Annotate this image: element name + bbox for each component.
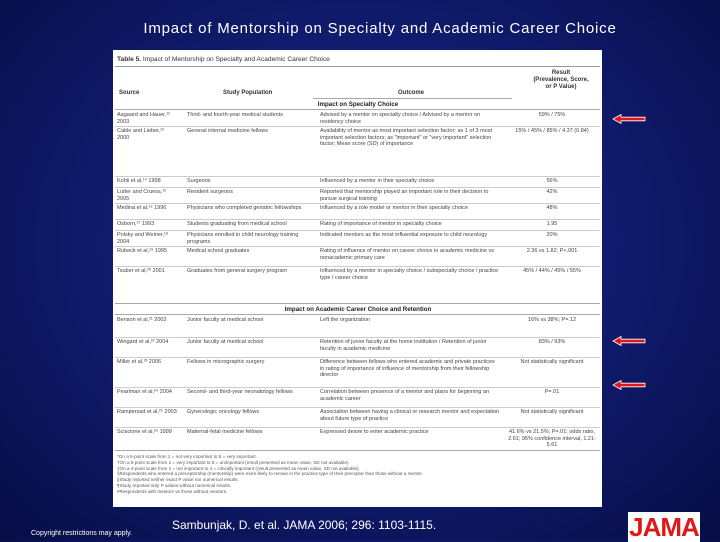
divider: [115, 303, 600, 304]
divider: [115, 176, 600, 177]
cell-population: Maternal-fetal medicine fellows: [187, 429, 263, 435]
cell-source: Aagaard and Hauer,¹² 2003: [117, 112, 170, 125]
cell-outcome: Expressed desire to enter academic practice: [320, 429, 429, 435]
cell-outcome: Rating of importance of mentor in specialty choice: [320, 221, 442, 227]
cell-outcome: Correlation between presence of a mentor and plans for beginning an academic career: [320, 389, 490, 402]
header-outcome: Outcome: [398, 90, 425, 96]
cell-result: 15% / 45% / 85% / 4.37 (0.84): [515, 128, 589, 134]
cell-result: 48%: [546, 205, 558, 211]
cell-population: Surgeons: [187, 178, 211, 184]
cell-outcome: Indicated mentors as the most influential exposure to child neurology: [320, 232, 488, 238]
cell-source: Polsky and Weiner,¹⁸ 2004: [117, 232, 169, 245]
cell-population: Physicians who completed geriatric fellowships: [187, 205, 302, 211]
section-academic-heading: Impact on Academic Career Choice and Retention: [284, 306, 432, 313]
arrow-indicator: [612, 336, 646, 346]
cell-source: Pearlman et al,²⁴ 2004: [117, 389, 172, 395]
footnote: ¶Study reported only P values without numerical results.: [117, 482, 232, 488]
arrow-left-icon: [613, 115, 645, 124]
cell-result: 2.36 vs 1.82; P<.001: [526, 248, 578, 254]
cell-population: Fellows in micrographic surgery: [187, 359, 265, 365]
cell-result: 83% / 93%: [538, 339, 566, 345]
divider: [115, 66, 600, 67]
cell-result: 1.95: [546, 221, 558, 227]
cell-result: 45% / 44% / 45% / 55%: [523, 268, 581, 274]
cell-result: Not statistically significant: [520, 409, 584, 415]
cell-outcome: Advised by a mentor on specialty choice / Advised by a mentor on residency choice: [320, 112, 481, 125]
cell-result: Not statistically significant: [520, 359, 584, 365]
footnote: †On a 5-point scale from 1 = very important to 5 = unimportant (result presented as mean value, SD not available).: [117, 459, 350, 465]
divider: [115, 187, 600, 188]
cell-source: Rubeck et al,¹⁹ 1995: [117, 248, 168, 254]
cell-source: Tsuber et al,²⁰ 2001: [117, 268, 165, 274]
cell-result: 59% / 75%: [538, 112, 566, 118]
cell-source: Benson et al,²¹ 2002: [117, 317, 167, 323]
header-result: [526, 70, 596, 91]
cell-population: Students graduating from medical school: [187, 221, 287, 227]
header-population: Study Population: [223, 90, 273, 96]
cell-outcome: Rating of influence of mentor on career choice in academic medicine vs nonacademic primary care: [320, 248, 494, 261]
cell-population: Third- and fourth-year medical students: [187, 112, 283, 118]
cell-source: Cable and Lieber,¹³ 2000: [117, 128, 164, 141]
header-source: Source: [119, 90, 140, 96]
cell-population: Second- and third-year neonatology fellows: [187, 389, 293, 395]
footnote: *On a 5-point scale from 1 = not very important to 5 = very important.: [117, 454, 257, 459]
cell-outcome: Retention of junior faculty at the home institution / Retention of junior faculty in academic medicine: [320, 339, 487, 352]
divider: [313, 98, 512, 99]
cell-result: 16% vs 38%; P=.12: [527, 317, 577, 323]
cell-source: Kohli et al,¹⁴ 1998: [117, 178, 161, 184]
cell-source: Sciscione et al,²⁶ 1999: [117, 429, 172, 435]
arrow-indicator: [612, 380, 646, 390]
cell-outcome: Influenced by a mentor in their specialty choice: [320, 178, 435, 184]
cell-outcome: Association between having a clinical or research mentor and expectation about future type of practice: [320, 409, 500, 422]
citation: Sambunjak, D. et al. JAMA 2006; 296: 1103-1115.: [172, 518, 437, 532]
cell-result: P=.01: [544, 389, 560, 395]
copyright-notice: Copyright restrictions may apply.: [31, 530, 133, 537]
header-result-line: or P Value): [545, 84, 577, 90]
section-specialty-heading: Impact on Specialty Choice: [317, 101, 399, 108]
divider: [115, 203, 600, 204]
footnote: ||Study reported neither exact P value nor numerical results.: [117, 477, 239, 483]
slide-title: Impact of Mentorship on Specialty and Academic Career Choice: [143, 20, 617, 37]
cell-population: General internal medicine fellows: [187, 128, 269, 134]
divider: [115, 427, 600, 428]
footnote: §Respondents who entered a preceptorship (mentorship) were more likely to remain in the practice type of their preceptor than those without a mentor.: [117, 471, 423, 477]
table-caption-text: Impact of Mentorship on Specialty and Academic Career Choice: [142, 56, 330, 63]
divider: [115, 109, 600, 110]
cell-result: 42%: [546, 189, 558, 195]
arrow-left-icon: [613, 381, 645, 390]
header-result-line: (Prevalence, Score,: [533, 77, 589, 83]
footnote: ‡On a 4-point scale from 1 = not important to 4 = critically important (result presented as mean value, SD not available).: [117, 465, 360, 471]
table-image: [113, 50, 602, 507]
table-label: Table 5.: [117, 56, 142, 63]
cell-outcome: Availability of mentor as most important selection factor; as 1 of 3 most important selection factors; as "important" or "very important" selection factor; Mean score (SD) of importance: [320, 128, 493, 148]
divider: [115, 246, 600, 247]
divider: [115, 337, 600, 338]
cell-outcome: Left the organization: [320, 317, 370, 323]
table-footnotes: [117, 454, 597, 495]
divider: [115, 219, 600, 220]
cell-source: Miller et al,²³ 2006: [117, 359, 162, 365]
cell-population: Gynecologic oncology fellows: [187, 409, 260, 415]
cell-population: Resident surgeons: [187, 189, 233, 195]
table-caption: [117, 56, 330, 63]
arrow-indicator: [612, 114, 646, 124]
cell-source: Medina et al,¹⁶ 1996: [117, 205, 167, 211]
footnote: #Respondents with mentors vs those without mentors.: [117, 488, 228, 494]
divider: [115, 314, 600, 315]
header-result-line: Result: [551, 70, 571, 76]
cell-population: Medical school graduates: [187, 248, 250, 254]
divider: [115, 387, 600, 388]
cell-population: Junior faculty at medical school: [187, 339, 264, 345]
arrow-left-icon: [613, 337, 645, 346]
divider: [115, 230, 600, 231]
cell-outcome: Reported that mentorship played an important role in their decision to pursue surgical training: [320, 189, 489, 202]
divider: [115, 407, 600, 408]
cell-result: 20%: [546, 232, 558, 238]
divider: [115, 266, 600, 267]
cell-population: Junior faculty at medical school: [187, 317, 264, 323]
cell-outcome: Influenced by a mentor in specialty choice / subspecialty choice / practice type / career choice: [320, 268, 499, 281]
divider: [115, 357, 600, 358]
cell-outcome: Difference between fellows who entered academic and private practices in rating of importance of influence of mentorship from their fellowship director: [320, 359, 495, 379]
cell-outcome: Influenced by a role model or mentor in their specialty choice: [320, 205, 468, 211]
cell-source: Wingard et al,²² 2004: [117, 339, 169, 345]
jama-logo: JAMA: [629, 512, 699, 542]
divider: [115, 126, 600, 127]
cell-source: Lutter and Cruess,¹⁵ 2005: [117, 189, 167, 202]
cell-population: Physicians enrolled in child neurology training programs: [187, 232, 299, 245]
cell-source: Osborn,¹⁷ 1993: [117, 221, 155, 227]
cell-result: 56%: [546, 178, 558, 184]
cell-source: Rampersad et al,²⁵ 2003: [117, 409, 177, 415]
divider: [115, 450, 600, 451]
cell-population: Graduates from general surgery program: [187, 268, 287, 274]
cell-result: 41.6% vs 21.5%; P=.01; odds ratio, 2.61; 95% confidence interval, 1.21-5.61: [508, 429, 596, 449]
